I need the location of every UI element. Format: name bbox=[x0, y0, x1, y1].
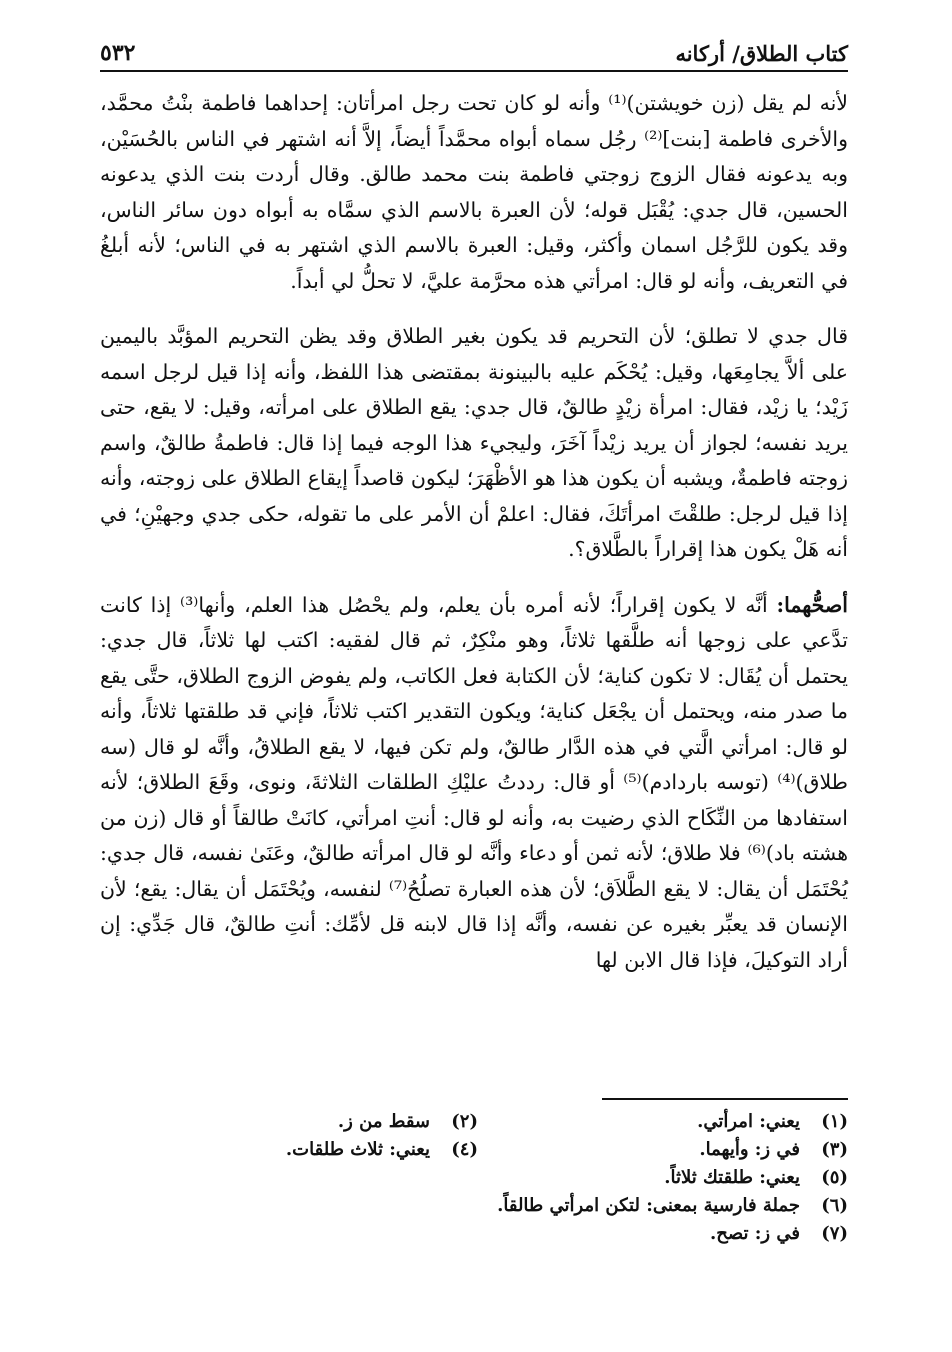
running-header bbox=[100, 28, 848, 72]
footnote-number: (٤) bbox=[451, 1139, 478, 1160]
footnote-text: سقط من ز. bbox=[337, 1111, 430, 1132]
footnote-text: يعني: طلقتك ثلاثاً. bbox=[664, 1167, 800, 1188]
footnote-number: (١) bbox=[821, 1111, 848, 1132]
footnote-text: يعني: امرأتي. bbox=[697, 1111, 800, 1132]
footnote bbox=[108, 1108, 478, 1136]
paragraph-text: لأنه لم يقل (زن خويشتن)⁽¹⁾ وأنه لو كان تحت رجل امرأتان: إحداهما فاطمة بنْتُ محمَّد، والأخرى فاطمة [بنت]⁽²⁾ رجُل سماه أبواه محمَّداً أيضاً، إلاَّ أنه اشتهر في الناس بالحُسَيْن، وبه يدعونه فقال الزوج زوجتي فاطمة بنت محمد طالق. وقال أردت بنت الذي يدعونه الحسين، قال جدي: يُقْبَل قوله؛ لأن العبرة بالاسم الذي سمَّاه به أبواه دون سائر الناس، وقد يكون للرَّجُل اسمان وأكثر، وقيل: العبرة بالاسم الذي اشتهر به في الناس؛ لأنه أبلغُ في التعريف، وأنه لو قال: امرأتي هذه محرَّمة عليَّ، لا تحلُّ لي أبداً. bbox=[100, 91, 849, 293]
paragraph-lead: أصحُّهما: bbox=[776, 592, 848, 617]
footnote-text: في ز: وأيهما. bbox=[699, 1139, 800, 1160]
footnote bbox=[108, 1136, 478, 1164]
paragraph bbox=[100, 319, 848, 568]
footnote-text: في ز: تصح. bbox=[710, 1223, 800, 1244]
footnote-number: (٥) bbox=[821, 1167, 848, 1188]
footnote bbox=[478, 1108, 848, 1136]
footnote-row bbox=[100, 1136, 848, 1164]
paragraph bbox=[100, 86, 848, 299]
footnote-number: (٦) bbox=[821, 1195, 848, 1216]
main-text bbox=[100, 86, 848, 978]
paragraph bbox=[100, 588, 848, 979]
footnote-text: جملة فارسية بمعنى: لتكن امرأتي طالقاً. bbox=[497, 1195, 800, 1216]
footnote-number: (٣) bbox=[821, 1139, 848, 1160]
chapter-title: كتاب الطلاق/ أركانه bbox=[675, 41, 848, 66]
footnote-text: يعني: ثلاث طلقات. bbox=[285, 1139, 430, 1160]
footnote bbox=[100, 1192, 848, 1220]
footnotes bbox=[100, 1108, 848, 1248]
page-number: ٥٣٢ bbox=[100, 40, 136, 66]
paragraph-text: قال جدي لا تطلق؛ لأن التحريم قد يكون بغير الطلاق وقد يظن التحريم المؤبَّد باليمين على ألاَّ يجامِعَها، وقيل: يُحْكَم عليه بالبينونة بمقتضى هذا اللفظ، وأنه إذا قيل لرجل اسمه زَيْد؛ يا زيْد، فقال: امرأة زيْدٍ طالقٌ، قال جدي: يقع الطلاق على امرأته، وقيل: لا يقع، حتى يريد نفسه؛ لجواز أن يريد زيْداً آخَرَ، وليجيء هذا الوجه فيما إذا قال: فاطمةُ طالقٌ، واسم زوجته فاطمةٌ، ويشبه أن يكون هذا هو الأظْهَرَ؛ ليكون قاصداً إيقاع الطلاق على زوجته، وأنه إذا قيل لرجل: طلقْتَ امرأتَكَ، فقال: اعلمْ أن الأمر على ما تقوله، حكى جدي وجهيْنِ؛ في أنه هَلْ يكون هذا إقراراً بالطَّلاق؟. bbox=[100, 324, 848, 561]
footnote-number: (٧) bbox=[821, 1223, 848, 1244]
footnote bbox=[478, 1136, 848, 1164]
footnote bbox=[100, 1220, 848, 1248]
footnote-row bbox=[100, 1108, 848, 1136]
paragraph-text: أنَّه لا يكون إقراراً؛ لأنه أمره بأن يعلم، ولم يحْصُل هذا العلم، وأنها⁽³⁾ إذا كانت تدَّعي على زوجها أنه طلَّقها ثلاثاً، وهو منْكِرٌ، ثم قال لفقيه: اكتب لها ثلاثاً، قال جدي: يحتمل أن يُقَال: لا تكون كناية؛ لأن الكتابة فعل الكاتب، ولم يفوض الزوج الطلاق، حتَّى يقع ما صدر منه، ويحتمل أن يجْعَل كناية؛ ويكون التقدير اكتب ثلاثاً، فإني قد طلقتها ثلاثاً، وأنه لو قال: امرأتي الَّتي في هذه الدَّار طالقٌ، ولم تكن فيها، لا يقع الطلاقُ، وأنَّه لو قال (سه طلاق)⁽⁴⁾ (توسه باردادم)⁽⁵⁾ أو قال: رددتُ عليْكِ الطلقات الثلاثةَ، ونوى، وقَعَ الطلاق؛ لأنه استفادها من النِّكَاح الذي رضيت به، وأنه لو قال: أنتِ امرأتي، كانَتْ طالقاً أو قال (زن من هشته باد)⁽⁶⁾ فلا طلاق؛ لأنه ثمن أو دعاء وأنَّه لو قال امرأته طالقٌ، وعَنَىٰ نفسه، قال جدي: يُحْتَمَل أن يقال: لا يقع الطَّلاَق؛ لأن هذه العبارة تصلُحُ⁽⁷⁾ لنفسه، ويُحْتَمَل أن يقال: يقع؛ لأن الإنسان قد يعبِّر بغيره عن نفسه، وأنَّه إذا قال لابنه قل لأمِّك: أنتِ طالقٌ، قال جَدِّي: إن أراد التوكيلَ، فإذا قال الابن لها bbox=[100, 592, 849, 972]
footnote-number: (٢) bbox=[451, 1111, 478, 1132]
footnote bbox=[100, 1164, 848, 1192]
footnote-separator bbox=[602, 1098, 848, 1100]
